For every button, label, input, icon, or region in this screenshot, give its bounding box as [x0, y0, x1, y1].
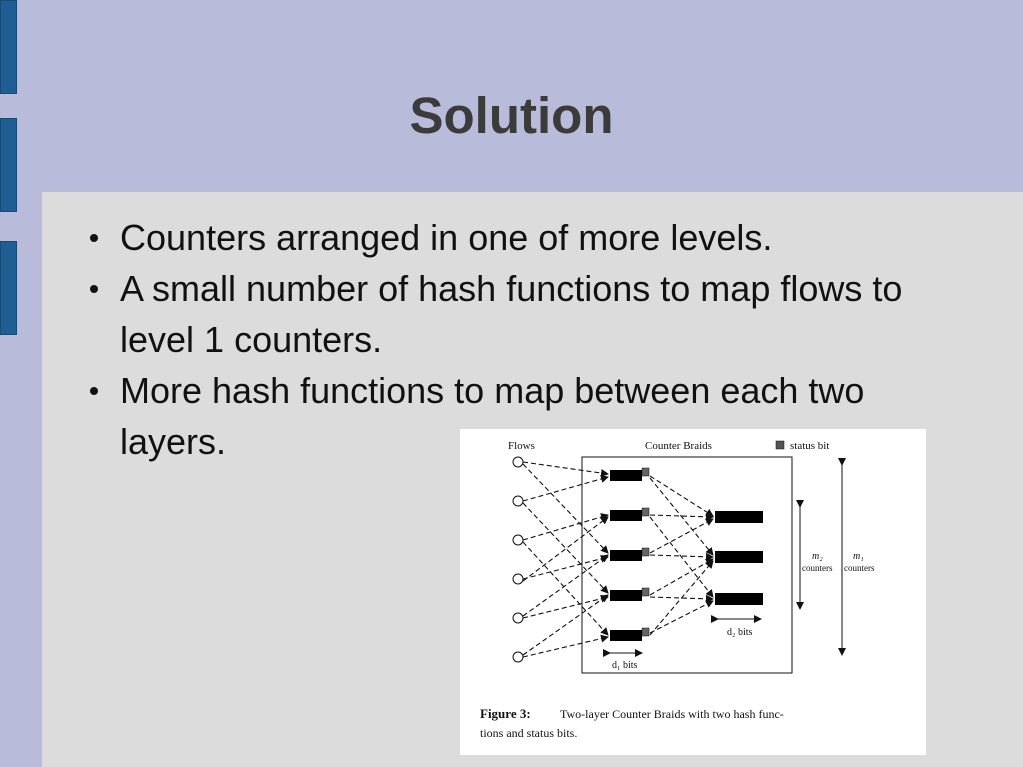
counter-hash-arrows — [650, 476, 713, 635]
content-panel — [42, 192, 1023, 767]
flow-node — [513, 496, 523, 506]
level2-counter — [715, 511, 763, 523]
level1-counter — [610, 510, 642, 521]
status-bit — [642, 468, 649, 476]
flow-node — [513, 457, 523, 467]
status-bit-label: status bit — [790, 440, 830, 452]
flows-label: Flows — [508, 440, 535, 452]
bullet-text: Counters arranged in one of more levels. — [120, 217, 773, 258]
d2-label: d₂ bits — [727, 627, 753, 638]
level1-counter — [610, 630, 642, 641]
bullet-item — [90, 212, 910, 263]
status-bit — [642, 548, 649, 556]
slide-title: Solution — [409, 87, 614, 144]
level1-counter — [610, 550, 642, 561]
m2-counters-label: counters — [802, 563, 833, 573]
m1-label: m₁ — [853, 551, 864, 562]
m1-counters-label: counters — [844, 563, 875, 573]
caption-line2: tions and status bits. — [480, 726, 578, 740]
caption-prefix: Figure 3: — [480, 706, 531, 721]
flow-hash-arrows — [523, 462, 608, 657]
bullet-item — [90, 263, 910, 365]
bullet-text: A small number of hash functions to map flows to level 1 counters. — [120, 268, 903, 360]
bullet-dot-icon — [90, 234, 98, 242]
d1-label: d₁ bits — [612, 660, 638, 671]
flow-node — [513, 574, 523, 584]
side-bar-top — [0, 0, 17, 94]
caption-line1: Two-layer Counter Braids with two hash func- — [560, 707, 784, 721]
bullet-text: More hash functions to map between each two layers. — [120, 370, 865, 462]
flow-node — [513, 535, 523, 545]
level1-counter — [610, 470, 642, 481]
bullet-dot-icon — [90, 285, 98, 293]
side-bar-bottom — [0, 241, 17, 335]
flow-node — [513, 652, 523, 662]
m2-label: m₂ — [812, 551, 823, 562]
flow-node — [513, 613, 523, 623]
status-bit — [642, 628, 649, 636]
status-bit — [642, 508, 649, 516]
status-bit — [642, 588, 649, 596]
level1-counter — [610, 590, 642, 601]
counter-braids-figure — [460, 429, 926, 755]
level2-counter — [715, 551, 763, 563]
counter-braids-label: Counter Braids — [645, 440, 712, 452]
level2-counter — [715, 593, 763, 605]
status-bit-legend-icon — [776, 441, 784, 449]
counter-braids-diagram — [460, 429, 926, 755]
bullet-dot-icon — [90, 387, 98, 395]
